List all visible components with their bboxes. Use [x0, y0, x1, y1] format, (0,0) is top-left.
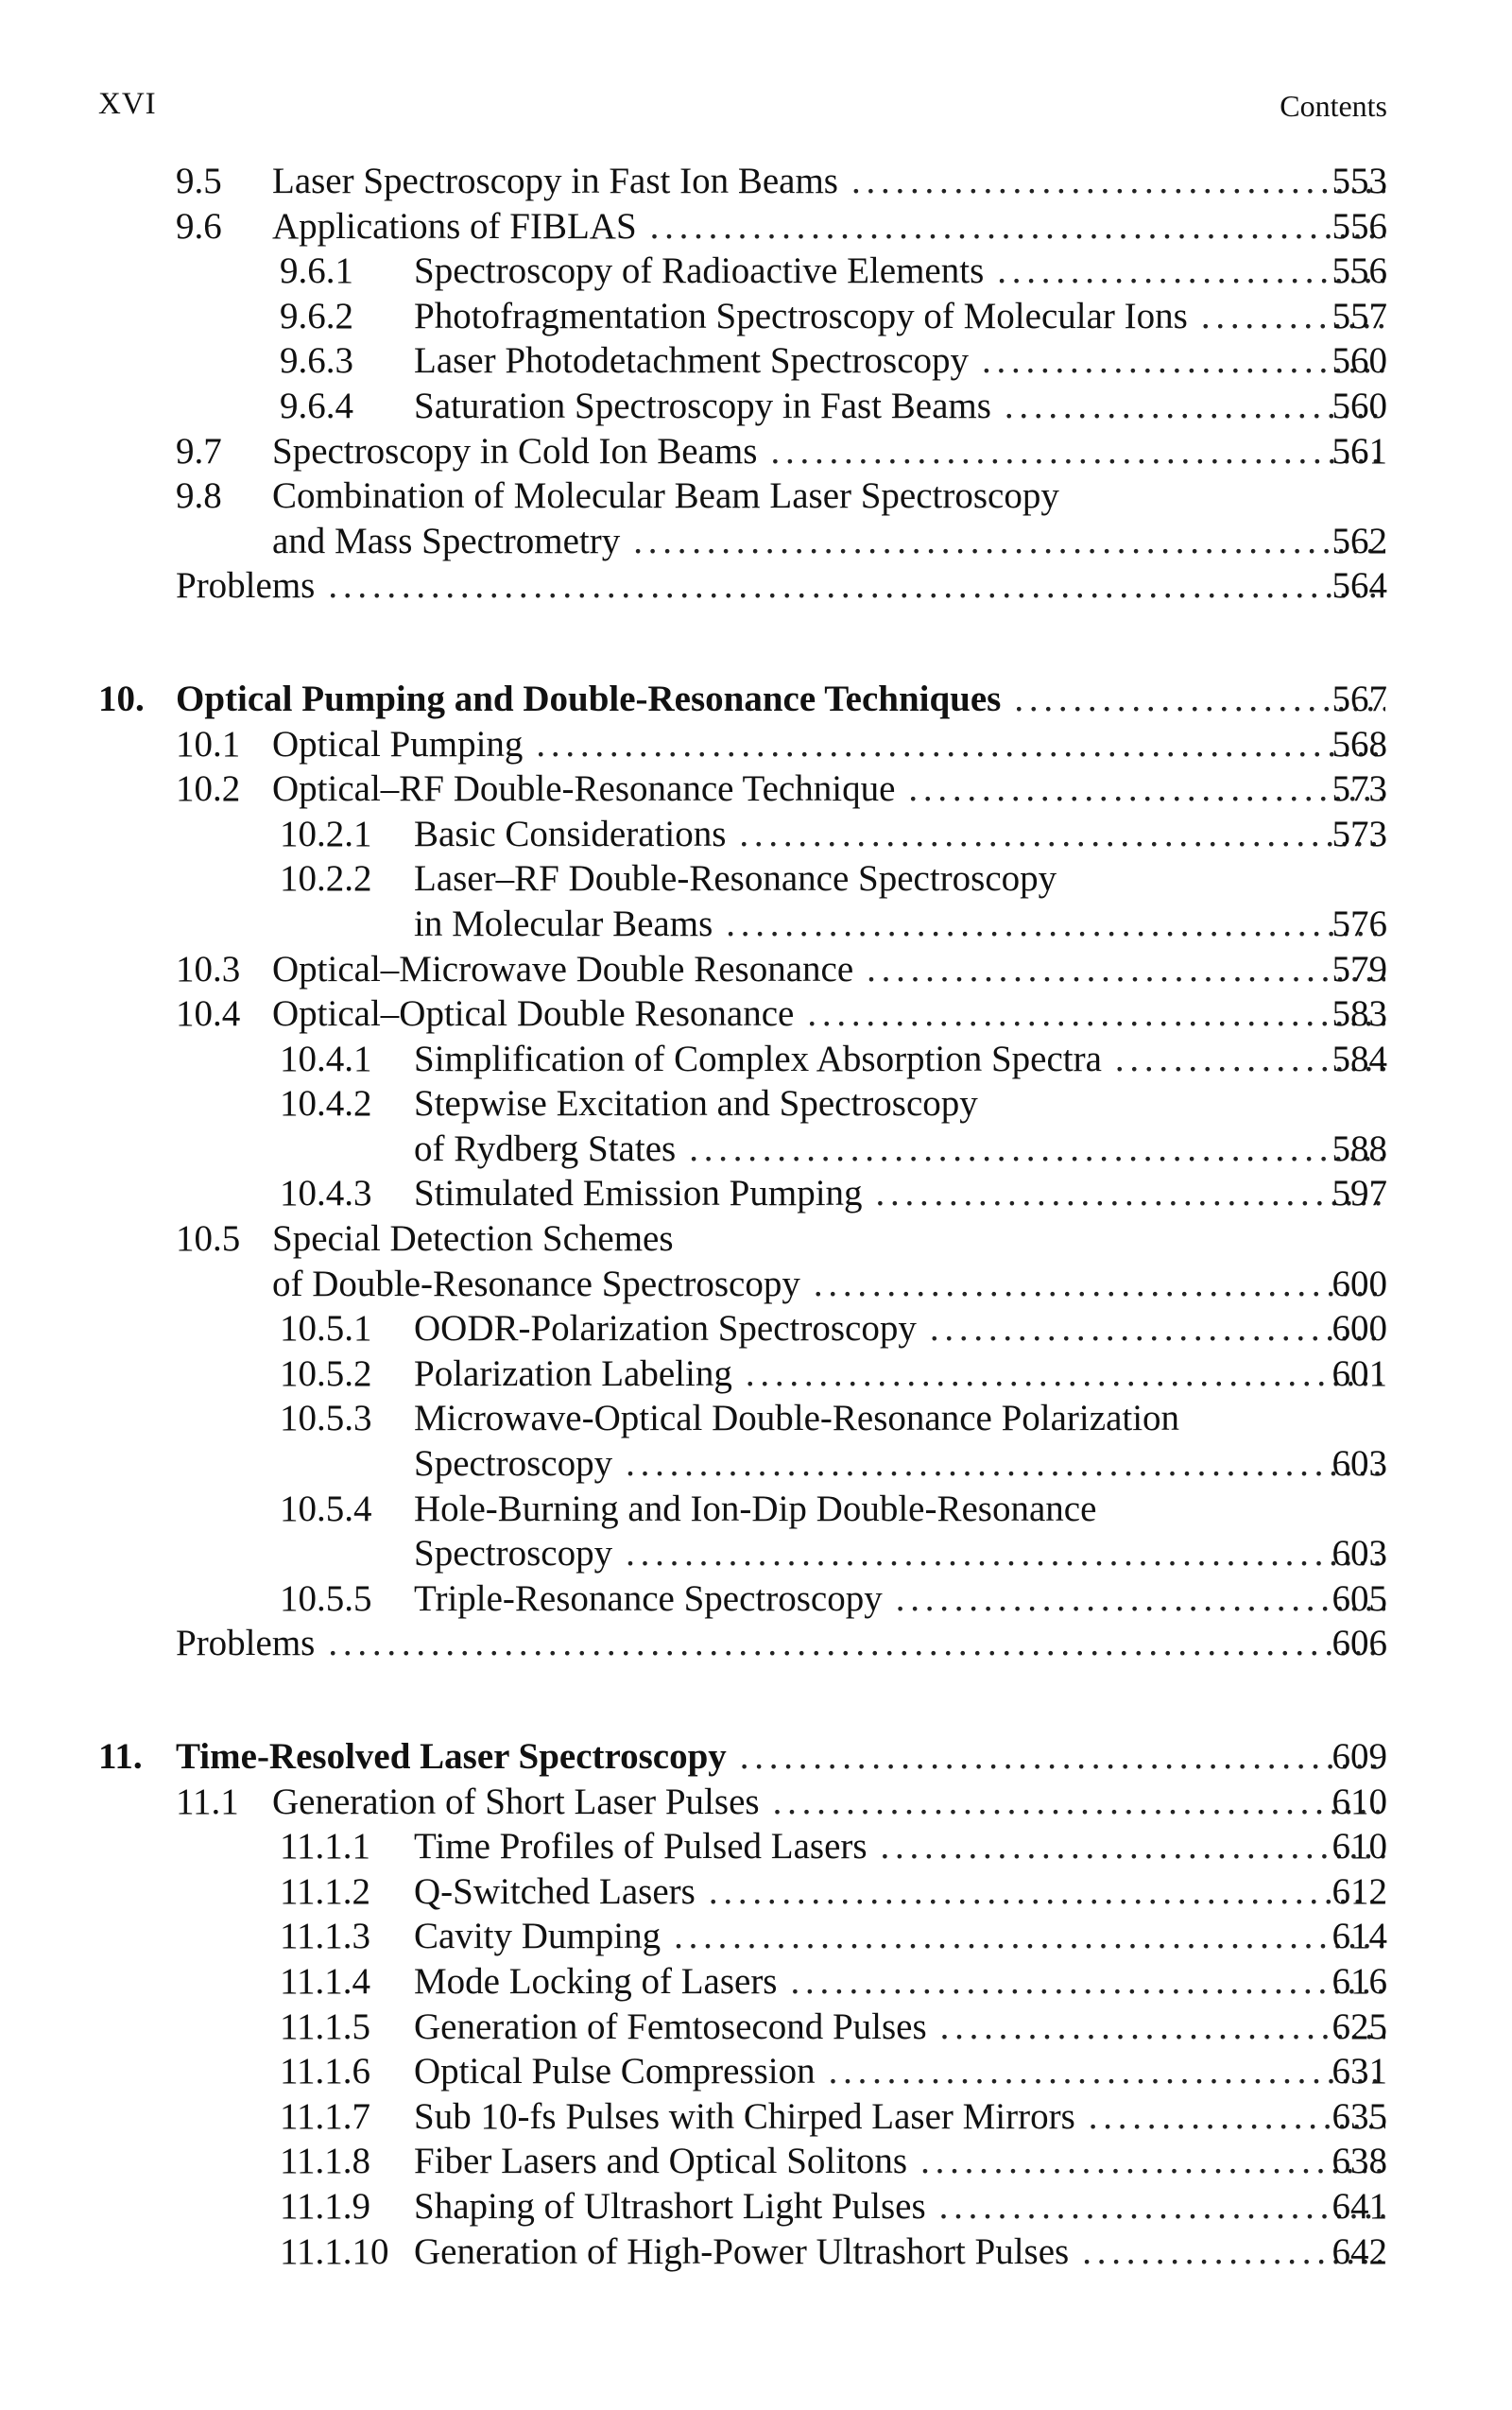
toc-entry-title: Time Profiles of Pulsed Lasers [414, 1826, 868, 1868]
toc-entry-page: 610 [1332, 1781, 1387, 1822]
toc-entry-title-line [176, 1734, 1385, 1780]
toc-entry-title: Mode Locking of Lasers [414, 1960, 778, 2002]
toc-entry[interactable] [0, 1869, 1512, 1915]
dot-leader [633, 519, 1385, 564]
toc-entry-title-line [272, 991, 1385, 1037]
toc-entry-page: 601 [1332, 1352, 1387, 1394]
toc-entry-title-line [272, 519, 1385, 564]
dot-leader [773, 1780, 1385, 1825]
dot-leader [739, 812, 1385, 857]
toc-entry[interactable] [0, 991, 1512, 1037]
toc-entry-page: 556 [1332, 205, 1387, 247]
toc-entry[interactable] [0, 1487, 1512, 1532]
toc-entry-number: 11.1.9 [280, 2185, 371, 2227]
toc-entry-title: Spectroscopy of Radioactive Elements [414, 250, 985, 292]
toc-entry-title: Q-Switched Lasers [414, 1870, 696, 1912]
dot-leader [328, 563, 1385, 609]
toc-entry-title-line [414, 902, 1385, 947]
dot-leader [770, 429, 1385, 474]
toc-entry-title-line [176, 563, 1385, 609]
toc-entry[interactable] [0, 722, 1512, 767]
toc-entry-title-line [414, 294, 1385, 339]
toc-entry-page: 606 [1332, 1623, 1387, 1664]
toc-entry-title: OODR-Polarization Spectroscopy [414, 1308, 917, 1350]
toc-entry-title: Optical Pumping and Double-Resonance Techniques [176, 678, 1002, 719]
toc-entry[interactable] [0, 812, 1512, 857]
toc-entry-number: 11.1 [176, 1781, 239, 1822]
toc-entry-number: 11.1.7 [280, 2095, 371, 2137]
toc-entry[interactable] [0, 2139, 1512, 2184]
toc-entry-title: Basic Considerations [414, 813, 727, 854]
toc-entry-title-line [272, 204, 1385, 250]
toc-entry-title: Fiber Lasers and Optical Solitons [414, 2141, 908, 2182]
toc-entry-title-line [272, 722, 1385, 767]
toc-entry-page: 576 [1332, 903, 1387, 944]
dot-leader [829, 2049, 1385, 2094]
toc-entry[interactable] [0, 1351, 1512, 1397]
toc-entry-page: 568 [1332, 723, 1387, 765]
toc-entry-title-line [414, 2049, 1385, 2094]
toc-entry-number: 10.2.1 [280, 813, 372, 854]
toc-entry-page: 609 [1332, 1736, 1387, 1777]
dot-leader [881, 1824, 1385, 1869]
dot-leader [790, 1959, 1385, 2005]
toc-entry-page: 567 [1332, 678, 1387, 719]
toc-entry-number: 10.5.5 [280, 1577, 372, 1619]
toc-entry-title-line [414, 1081, 1385, 1127]
toc-entry[interactable] [0, 1441, 1512, 1487]
toc-entry-title: Triple-Resonance Spectroscopy [414, 1577, 883, 1619]
toc-entry-title: in Molecular Beams [414, 903, 713, 944]
toc-entry-page: 625 [1332, 2005, 1387, 2047]
toc-entry[interactable] [0, 1531, 1512, 1576]
toc-entry-title-line [414, 2139, 1385, 2184]
toc-entry-number: 9.6.1 [280, 250, 353, 292]
toc-entry-title-line [272, 429, 1385, 474]
toc-entry[interactable] [0, 1037, 1512, 1082]
dot-leader [674, 1914, 1385, 1959]
toc-entry-number: 10.4.1 [280, 1038, 372, 1079]
toc-entry-title: Sub 10-fs Pulses with Chirped Laser Mirrors [414, 2095, 1075, 2137]
dot-leader [851, 159, 1385, 204]
toc-entry-number: 11.1.2 [280, 1870, 371, 1912]
toc-chapter-entry[interactable] [0, 677, 1512, 722]
toc-entry-number: 11. [98, 1736, 143, 1777]
toc-entry-number: 10.4.3 [280, 1173, 372, 1214]
toc-entry[interactable] [0, 429, 1512, 474]
toc-entry-number: 11.1.1 [280, 1826, 371, 1868]
toc-entry-page: 556 [1332, 250, 1387, 292]
toc-entry[interactable] [0, 159, 1512, 204]
page-header [98, 87, 1387, 129]
toc-entry-title: Laser Spectroscopy in Fast Ion Beams [272, 161, 838, 201]
toc-entry-page: 583 [1332, 993, 1387, 1035]
toc-entry-title: Saturation Spectroscopy in Fast Beams [414, 385, 991, 426]
toc-entry-number: 11.1.3 [280, 1916, 371, 1957]
toc-entry-title: and Mass Spectrometry [272, 520, 621, 561]
toc-entry-page: 561 [1332, 430, 1387, 472]
toc-entry-title-line [414, 1171, 1385, 1216]
toc-entry-page: 605 [1332, 1577, 1387, 1619]
toc-entry-page: 588 [1332, 1128, 1387, 1169]
toc-entry-title-line [272, 159, 1385, 204]
toc-entry[interactable] [0, 2229, 1512, 2275]
toc-entry-page: 560 [1332, 385, 1387, 426]
toc-entry-page: 557 [1332, 295, 1387, 336]
toc-entry-page: 641 [1332, 2185, 1387, 2227]
toc-entry-page: 631 [1332, 2051, 1387, 2092]
toc-entry-title: Laser–RF Double-Resonance Spectroscopy [414, 858, 1057, 900]
toc-entry-title: Generation of High-Power Ultrashort Pulses [414, 2230, 1070, 2272]
toc-entry-title-line [414, 1959, 1385, 2005]
chapter-gap [0, 1666, 1512, 1734]
toc-entry-title: Stepwise Excitation and Spectroscopy [414, 1083, 978, 1125]
toc-entry-title-line [414, 338, 1385, 384]
toc-entry-title: Hole-Burning and Ion-Dip Double-Resonance [414, 1488, 1097, 1529]
toc-entry-title: Optical–Microwave Double Resonance [272, 948, 854, 990]
toc-entry-title: Generation of Femtosecond Pulses [414, 2005, 927, 2047]
toc-entry-page: 635 [1332, 2095, 1387, 2137]
toc-entry-title-line [414, 1306, 1385, 1351]
toc-entry[interactable] [0, 338, 1512, 384]
toc-entry-number: 9.6.3 [280, 340, 353, 382]
toc-entry-page: 579 [1332, 948, 1387, 990]
toc-entry-title: Combination of Molecular Beam Laser Spectroscopy [272, 475, 1059, 517]
toc-entry-page: 638 [1332, 2141, 1387, 2182]
toc-entry-title: Photofragmentation Spectroscopy of Molecular Ions [414, 295, 1188, 336]
toc-entry[interactable] [0, 2049, 1512, 2094]
toc-entry-title-line [414, 1576, 1385, 1622]
dot-leader [709, 1869, 1385, 1915]
toc-entry-page: 573 [1332, 768, 1387, 810]
toc-entry-title: Polarization Labeling [414, 1352, 732, 1394]
toc-entry[interactable] [0, 294, 1512, 339]
toc-entry-number: 10.5.1 [280, 1308, 372, 1350]
toc-entry-title: Problems [176, 565, 316, 607]
toc-entry-title: Spectroscopy [414, 1533, 613, 1575]
toc-entry[interactable] [0, 947, 1512, 992]
toc-entry-title: Special Detection Schemes [272, 1218, 674, 1260]
toc-entry-number: 9.5 [176, 161, 222, 201]
toc-entry[interactable] [0, 1306, 1512, 1351]
toc-entry[interactable] [0, 1171, 1512, 1216]
toc-entry[interactable] [0, 856, 1512, 902]
toc-entry-number: 10.3 [176, 948, 241, 990]
dot-leader [726, 902, 1385, 947]
toc-entry-title-line [414, 1396, 1385, 1441]
toc-entry-title-line [272, 1780, 1385, 1825]
toc-entry-title: Optical–RF Double-Resonance Technique [272, 768, 896, 810]
toc-entry-page: 600 [1332, 1308, 1387, 1350]
toc-entry-number: 10.4 [176, 993, 241, 1035]
toc-entry[interactable] [0, 1959, 1512, 2005]
toc-entry-page: 597 [1332, 1173, 1387, 1214]
toc-entry-title-line [414, 1824, 1385, 1869]
toc-entry-title-line [272, 473, 1385, 519]
dot-leader [626, 1531, 1385, 1576]
toc-entry-title-line [272, 766, 1385, 812]
dot-leader [867, 947, 1385, 992]
toc-entry-title-line [414, 2229, 1385, 2275]
toc-entry[interactable] [0, 1576, 1512, 1622]
toc-entry[interactable] [0, 2094, 1512, 2140]
toc-entry-title: Spectroscopy [414, 1443, 613, 1485]
toc-entry-page: 614 [1332, 1916, 1387, 1957]
toc-entry-title: Stimulated Emission Pumping [414, 1173, 863, 1214]
toc-entry-title-line [414, 1914, 1385, 1959]
toc-entry-title-line [272, 947, 1385, 992]
toc-entry-title-line [414, 384, 1385, 429]
toc-entry-title-line [414, 1441, 1385, 1487]
toc-entry-page: 584 [1332, 1038, 1387, 1079]
toc-entry-title: Generation of Short Laser Pulses [272, 1781, 760, 1822]
toc-entry-number: 10.2 [176, 768, 241, 810]
toc-entry-page: 616 [1332, 1960, 1387, 2002]
toc-entry-number: 11.1.5 [280, 2005, 371, 2047]
toc-entry[interactable] [0, 1216, 1512, 1262]
toc-entry[interactable] [0, 249, 1512, 294]
toc-chapter-entry[interactable] [0, 1734, 1512, 1780]
toc-entry[interactable] [0, 204, 1512, 250]
table-of-contents [0, 159, 1512, 2274]
toc-entry[interactable] [0, 2005, 1512, 2050]
toc-entry-page: 560 [1332, 340, 1387, 382]
toc-entry-page: 603 [1332, 1443, 1387, 1485]
toc-entry-number: 11.1.6 [280, 2051, 371, 2092]
toc-entry-title-line [414, 1037, 1385, 1082]
toc-entry-title-line [414, 1351, 1385, 1397]
running-head: Contents [1280, 89, 1387, 123]
toc-entry-number: 10.5.2 [280, 1352, 372, 1394]
toc-entry-title-line [414, 1487, 1385, 1532]
dot-leader [746, 1351, 1385, 1397]
toc-entry[interactable] [0, 1127, 1512, 1172]
toc-entry-title: Time-Resolved Laser Spectroscopy [176, 1736, 727, 1777]
toc-entry-number: 10.2.2 [280, 858, 372, 900]
toc-entry-title-line [414, 856, 1385, 902]
toc-entry-number: 11.1.10 [280, 2230, 389, 2272]
page-number-roman: XVI [98, 87, 157, 121]
toc-entry[interactable] [0, 766, 1512, 812]
toc-entry-title-line [176, 1621, 1385, 1666]
toc-entry-title: Spectroscopy in Cold Ion Beams [272, 430, 758, 472]
toc-entry[interactable] [0, 2184, 1512, 2229]
toc-entry-page: 642 [1332, 2230, 1387, 2272]
toc-entry[interactable] [0, 902, 1512, 947]
toc-entry-title: Simplification of Complex Absorption Spectra [414, 1038, 1102, 1079]
toc-entry[interactable] [0, 1914, 1512, 1959]
toc-entry-number: 10.5.4 [280, 1488, 372, 1529]
dot-leader [814, 1262, 1385, 1307]
dot-leader [328, 1621, 1385, 1666]
toc-entry-title-line [414, 2005, 1385, 2050]
toc-entry-title-line [414, 1531, 1385, 1576]
toc-entry-number: 10.5 [176, 1218, 241, 1260]
toc-entry-title-line [414, 2094, 1385, 2140]
toc-entry-title-line [414, 249, 1385, 294]
toc-entry-number: 10.1 [176, 723, 241, 765]
toc-entry-title-line [272, 1216, 1385, 1262]
toc-entry-title: Applications of FIBLAS [272, 205, 637, 247]
toc-entry-title: Shaping of Ultrashort Light Pulses [414, 2185, 926, 2227]
toc-entry-title: of Double-Resonance Spectroscopy [272, 1263, 800, 1304]
toc-entry-title-line [272, 1262, 1385, 1307]
toc-entry-page: 564 [1332, 565, 1387, 607]
toc-entry[interactable] [0, 1262, 1512, 1307]
toc-entry-page: 600 [1332, 1263, 1387, 1304]
dot-leader [536, 722, 1385, 767]
toc-entry-number: 9.8 [176, 475, 222, 517]
dot-leader [650, 204, 1385, 250]
toc-entry[interactable] [0, 1780, 1512, 1825]
toc-entry-number: 10.4.2 [280, 1083, 372, 1125]
toc-entry-title: Microwave-Optical Double-Resonance Polarization [414, 1398, 1180, 1439]
toc-entry-page: 610 [1332, 1826, 1387, 1868]
toc-entry-title: Optical Pulse Compression [414, 2051, 816, 2092]
toc-entry-number: 10. [98, 678, 145, 719]
toc-entry-title: Optical Pumping [272, 723, 524, 765]
toc-entry-number: 9.6.4 [280, 385, 353, 426]
toc-entry[interactable] [0, 473, 1512, 519]
toc-entry-number: 11.1.8 [280, 2141, 371, 2182]
dot-leader [626, 1441, 1385, 1487]
dot-leader [876, 1171, 1385, 1216]
toc-entry[interactable] [0, 1081, 1512, 1127]
toc-entry-title-line [414, 1869, 1385, 1915]
toc-entry-title: Optical–Optical Double Resonance [272, 993, 795, 1035]
toc-entry-page: 553 [1332, 161, 1387, 201]
toc-entry[interactable] [0, 1824, 1512, 1869]
toc-entry-title-line [414, 2184, 1385, 2229]
toc-entry[interactable] [0, 519, 1512, 564]
toc-entry-title: Problems [176, 1623, 316, 1664]
toc-entry-number: 9.6.2 [280, 295, 353, 336]
toc-entry-page: 573 [1332, 813, 1387, 854]
toc-entry[interactable] [0, 563, 1512, 609]
toc-entry-number: 11.1.4 [280, 1960, 371, 2002]
toc-entry-title-line [414, 1127, 1385, 1172]
toc-entry-page: 603 [1332, 1533, 1387, 1575]
dot-leader [740, 1734, 1385, 1780]
toc-entry-title-line [414, 812, 1385, 857]
toc-entry-number: 10.5.3 [280, 1398, 372, 1439]
dot-leader [689, 1127, 1385, 1172]
toc-entry-title: Cavity Dumping [414, 1916, 662, 1957]
toc-entry-title-line [176, 677, 1385, 722]
toc-entry[interactable] [0, 1396, 1512, 1441]
toc-entry-title: of Rydberg States [414, 1128, 677, 1169]
toc-entry-number: 9.6 [176, 205, 222, 247]
dot-leader [807, 991, 1385, 1037]
toc-entry[interactable] [0, 1621, 1512, 1666]
toc-entry-title: Laser Photodetachment Spectroscopy [414, 340, 969, 382]
toc-entry-page: 612 [1332, 1870, 1387, 1912]
toc-entry-page: 562 [1332, 520, 1387, 561]
toc-entry-number: 9.7 [176, 430, 222, 472]
chapter-gap [0, 609, 1512, 677]
toc-entry[interactable] [0, 384, 1512, 429]
